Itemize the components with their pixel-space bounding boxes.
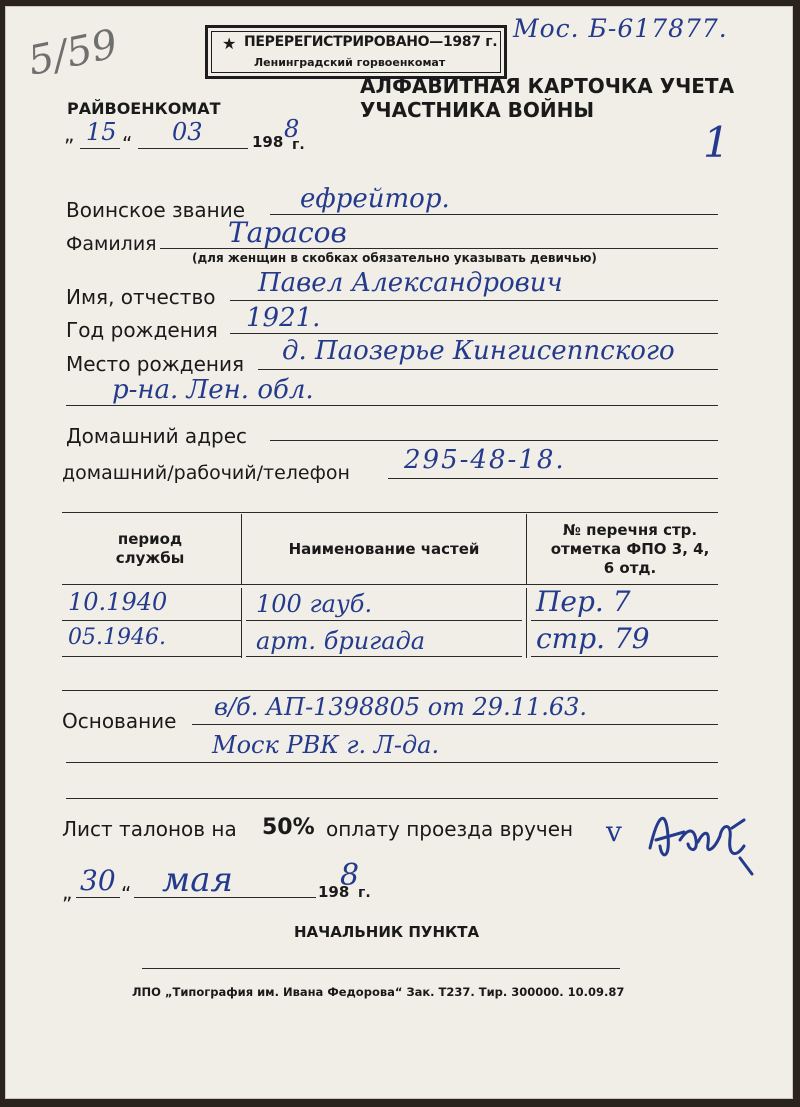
table-header-units: Наименование частей (288, 540, 480, 558)
table-row-1-unit: 100 гауб. (256, 590, 373, 618)
signature (640, 800, 760, 880)
coupons-label-percent: 50% (262, 815, 315, 840)
coupons-date-day: 30 (80, 864, 116, 897)
phone-value: 295-48-18. (404, 445, 566, 475)
birth-year-value: 1921. (246, 303, 321, 333)
stamp-line-2: Ленинградский горвоенкомат (254, 56, 446, 69)
header-title-line1: АЛФАВИТНАЯ КАРТОЧКА УЧЕТА (360, 74, 735, 98)
reregistration-stamp (205, 25, 507, 79)
coupons-date-year-digit: 8 (340, 858, 360, 893)
rank-label: Воинское звание (66, 198, 246, 222)
table-header-period: период службы (115, 530, 185, 567)
corner-pencil-mark: 5/59 (24, 21, 122, 85)
coupons-label-prefix: Лист талонов на (62, 817, 237, 841)
date-open-quote: „ (64, 122, 75, 146)
stamp-line-1: ПЕРЕРЕГИСТРИРОВАНО—1987 г. (244, 34, 498, 50)
header-office: РАЙВОЕНКОМАТ (67, 99, 221, 118)
header-date-year-prefix: 198 (252, 133, 284, 151)
date-close-quote: “ (122, 132, 133, 156)
coupons-date-close-quote: “ (121, 882, 132, 906)
header-date-day: 15 (86, 118, 117, 146)
surname-note: (для женщин в скобках обязательно указывать девичью) (192, 251, 597, 265)
coupons-date-open-quote: „ (62, 880, 73, 904)
header-title-line2: УЧАСТНИКА ВОЙНЫ (360, 98, 595, 122)
coupons-label-suffix: оплату проезда вручен (326, 817, 574, 841)
coupons-date-year-prefix: 198 (318, 883, 350, 901)
stamp-star-icon: ★ (222, 34, 237, 53)
archive-number: Мос. Б-617877. (513, 14, 728, 43)
coupons-date-month: мая (162, 860, 233, 900)
printer-line: ЛПО „Типография им. Ивана Федорова“ Зак. Т237. Тир. 300000. 10.09.87 (132, 985, 625, 999)
table-header-ref: № перечня стр. отметка ФПО 3, 4, 6 отд. (550, 521, 710, 577)
chief-title: НАЧАЛЬНИК ПУНКТА (294, 923, 480, 941)
basis-label: Основание (62, 709, 177, 733)
birthplace-label: Место рождения (66, 352, 244, 376)
table-row-1-ref: Пер. 7 (536, 585, 631, 618)
table-row-2-period: 05.1946. (68, 625, 166, 650)
basis-value-line1: в/б. АП-1398805 от 29.11.63. (214, 693, 588, 721)
table-row-2-unit: арт. бригада (256, 627, 426, 655)
coupons-check-mark: v (606, 815, 622, 848)
header-date-year-digit: 8 (284, 115, 300, 143)
surname-value: Тарасов (228, 216, 347, 249)
table-row-2-ref: стр. 79 (536, 622, 650, 655)
surname-label: Фамилия (66, 233, 157, 255)
birthplace-value-line1: д. Паозерье Кингисеппского (282, 336, 675, 366)
rank-value: ефрейтор. (300, 184, 450, 214)
name-label: Имя, отчество (66, 285, 216, 309)
table-row-1-period: 10.1940 (68, 588, 168, 616)
basis-value-line2: Моск РВК г. Л-да. (212, 731, 440, 759)
name-value: Павел Александрович (258, 268, 563, 298)
birthplace-value-line2: р-на. Лен. обл. (112, 375, 314, 405)
header-date-month: 03 (172, 118, 203, 146)
birth-year-label: Год рождения (66, 318, 218, 342)
phone-label: домашний/рабочий/телефон (62, 462, 350, 484)
coupons-date-year-suffix: г. (358, 885, 371, 901)
header-date-year-suffix: г. (292, 137, 305, 153)
address-label: Домашний адрес (66, 424, 248, 448)
card-number: 1 (703, 118, 730, 167)
